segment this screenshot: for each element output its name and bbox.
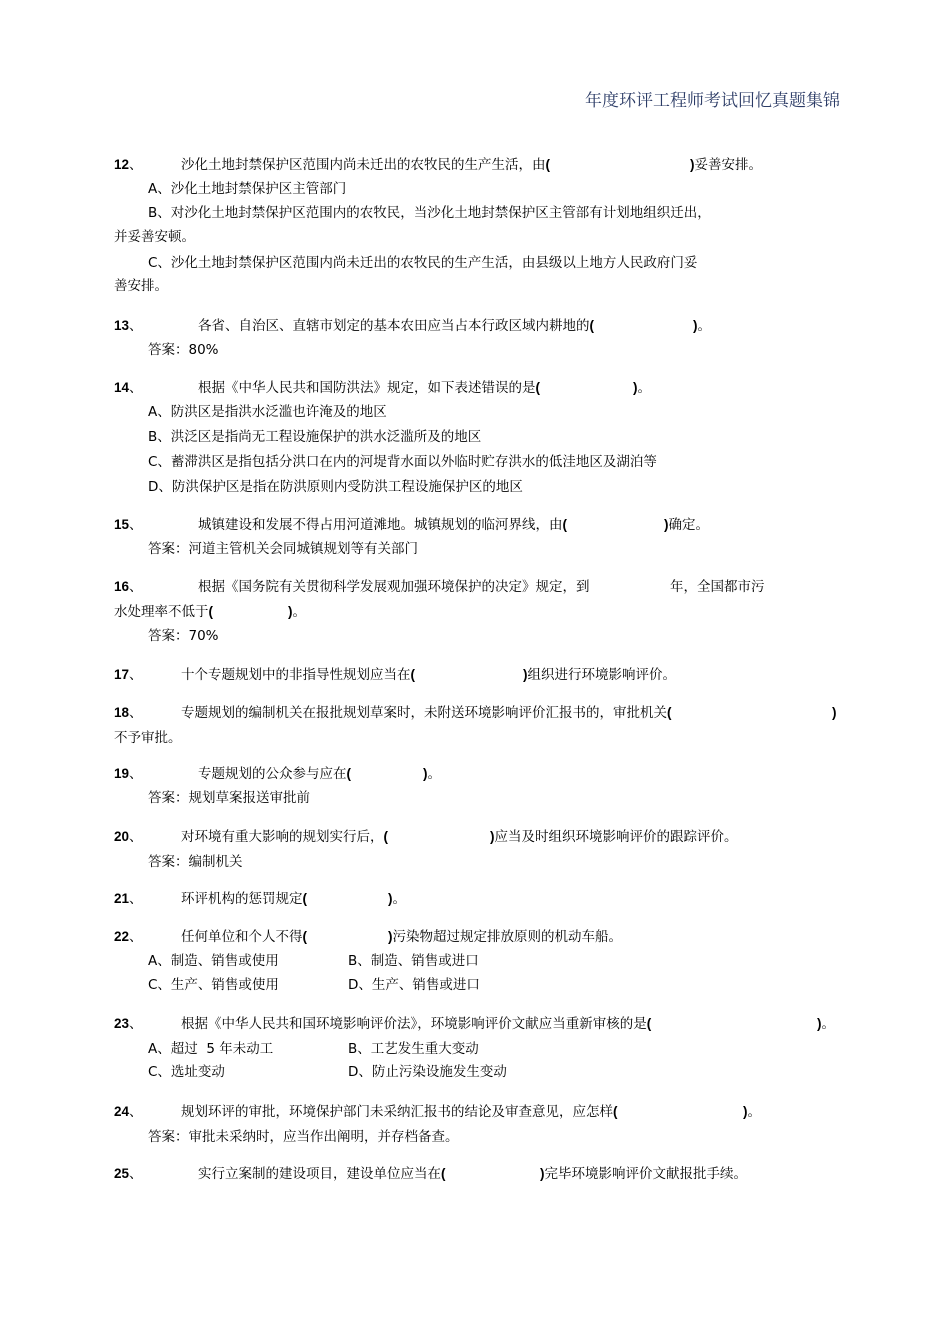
question-stem-tail: )。	[388, 891, 406, 907]
question-number: 13、	[114, 318, 143, 334]
answer-line: 答案：河道主管机关会同城镇规划等有关部门	[148, 541, 418, 557]
question-stem-tail: 年，全国都市污	[670, 579, 765, 595]
question-number: 19、	[114, 766, 143, 782]
question-stem: 沙化土地封禁保护区范围内尚未迁出的农牧民的生产生活，由(	[181, 157, 550, 173]
question-stem: 实行立案制的建设项目，建设单位应当在(	[198, 1166, 446, 1182]
question-number: 17、	[114, 667, 143, 683]
question-stem-tail: )完毕环境影响评价文献报批手续。	[540, 1166, 747, 1182]
question-stem: 任何单位和个人不得(	[181, 929, 307, 945]
question-stem-tail: )污染物超过规定排放原则的机动车船。	[388, 929, 622, 945]
question-stem-tail: )。	[633, 380, 651, 396]
question-stem-tail: )。	[423, 766, 441, 782]
option-c: C、生产、销售或使用	[148, 977, 279, 993]
answer-line: 答案：80%	[148, 342, 219, 358]
question-stem: 规划环评的审批，环境保护部门未采纳汇报书的结论及审查意见，应怎样(	[181, 1104, 618, 1120]
option-b: B、对沙化土地封禁保护区范围内的农牧民，当沙化土地封禁保护区主管部有计划地组织迁出，	[148, 205, 711, 221]
question-stem: 十个专题规划中的非指导性规划应当在(	[181, 667, 415, 683]
answer-line: 答案：规划草案报送审批前	[148, 790, 310, 806]
option-a: A、防洪区是指洪水泛滥也许淹及的地区	[148, 404, 387, 420]
question-stem: 对环境有重大影响的规划实行后，(	[181, 829, 388, 845]
question-number: 15、	[114, 517, 143, 533]
answer-line: 答案：审批未采纳时，应当作出阐明，并存档备查。	[148, 1129, 459, 1145]
question-stem-continued: 不予审批。	[114, 730, 182, 746]
question-stem: 根据《中华人民共和国防洪法》规定，如下表述错误的是(	[198, 380, 540, 396]
question-number: 21、	[114, 891, 143, 907]
option-c: C、沙化土地封禁保护区范围内尚未迁出的农牧民的生产生活，由县级以上地方人民政府门妥	[148, 255, 698, 271]
question-stem: 环评机构的惩罚规定(	[181, 891, 307, 907]
option-c: C、蓄滞洪区是指包括分洪口在内的河堤背水面以外临时贮存洪水的低洼地区及湖泊等	[148, 454, 657, 470]
option-a: A、超过 5 年未动工	[148, 1041, 274, 1057]
question-stem: 根据《国务院有关贯彻科学发展观加强环境保护的决定》规定，到	[198, 579, 590, 595]
question-number: 18、	[114, 705, 143, 721]
question-stem: 各省、自治区、直辖市划定的基本农田应当占本行政区域内耕地的(	[198, 318, 594, 334]
question-stem-tail: )。	[288, 604, 306, 620]
question-stem: 城镇建设和发展不得占用河道滩地。城镇规划的临河界线，由(	[198, 517, 567, 533]
question-number: 24、	[114, 1104, 143, 1120]
question-stem: 根据《中华人民共和国环境影响评价法》，环境影响评价文献应当重新审核的是(	[181, 1016, 652, 1032]
option-d: D、防止污染设施发生变动	[348, 1064, 507, 1080]
question-stem-tail: )	[832, 705, 837, 720]
option-b-continued: 并妥善安顿。	[114, 229, 195, 245]
question-stem-tail: )组织进行环境影响评价。	[523, 667, 676, 683]
option-a: A、制造、销售或使用	[148, 953, 279, 969]
document-header-title: 年度环评工程师考试回忆真题集锦	[585, 91, 840, 111]
question-stem-tail: )确定。	[664, 517, 709, 533]
question-number: 16、	[114, 579, 143, 595]
option-a: A、沙化土地封禁保护区主管部门	[148, 181, 347, 197]
question-stem: 专题规划的编制机关在报批规划草案时，未附送环境影响评价汇报书的，审批机关(	[181, 705, 672, 721]
question-number: 23、	[114, 1016, 143, 1032]
question-number: 25、	[114, 1166, 143, 1182]
answer-line: 答案：70%	[148, 628, 219, 644]
question-stem-tail: )。	[743, 1104, 761, 1120]
option-c-continued: 善安排。	[114, 278, 168, 294]
question-stem-tail: )妥善安排。	[690, 157, 762, 173]
question-number: 20、	[114, 829, 143, 845]
option-d: D、防洪保护区是指在防洪原则内受防洪工程设施保护区的地区	[148, 479, 523, 495]
option-d: D、生产、销售或进口	[348, 977, 480, 993]
question-stem-tail: )应当及时组织环境影响评价的跟踪评价。	[490, 829, 738, 845]
question-stem: 专题规划的公众参与应在(	[198, 766, 351, 782]
question-number: 22、	[114, 929, 143, 945]
answer-line: 答案：编制机关	[148, 854, 243, 870]
option-b: B、制造、销售或进口	[348, 953, 479, 969]
question-stem-continued: 水处理率不低于(	[114, 604, 213, 620]
question-number: 14、	[114, 380, 143, 396]
option-c: C、选址变动	[148, 1064, 225, 1080]
question-number: 12、	[114, 157, 143, 173]
question-stem-tail: )。	[693, 318, 711, 334]
option-b: B、洪泛区是指尚无工程设施保护的洪水泛滥所及的地区	[148, 429, 482, 445]
question-stem-tail: )。	[817, 1016, 835, 1032]
option-b: B、工艺发生重大变动	[348, 1041, 479, 1057]
